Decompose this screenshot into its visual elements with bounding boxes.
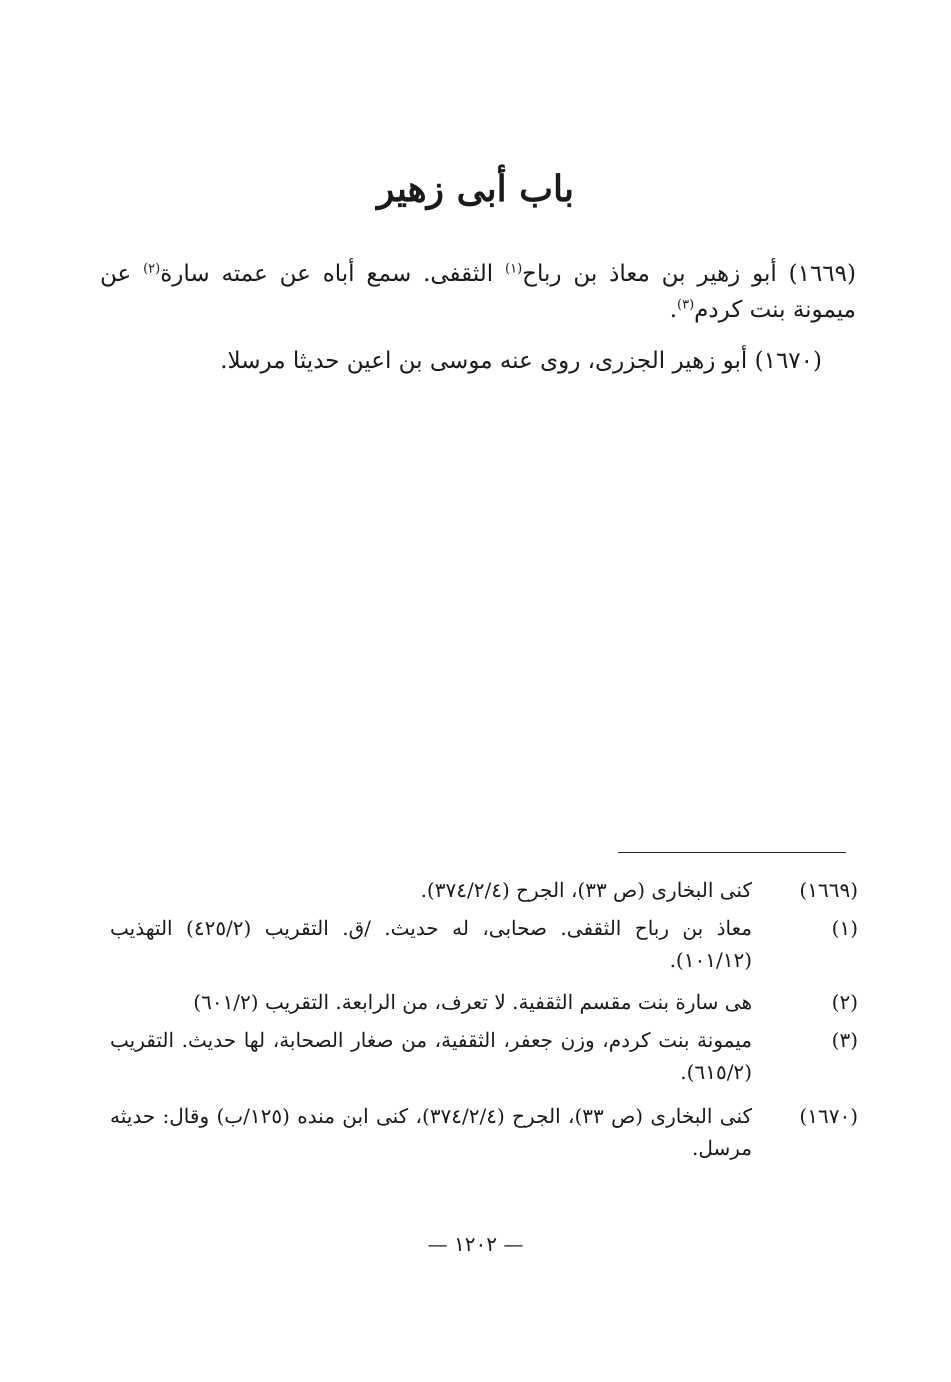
entry-text: .: [669, 297, 678, 323]
footnote-number: (٣): [831, 1028, 858, 1052]
footnote: [110, 1024, 858, 1088]
entry-1670: (١٦٧٠) أبو زهير الجزرى، روى عنه موسى بن اعين حديثا مرسلا.: [220, 348, 822, 374]
chapter-title: باب أبى زهير: [376, 168, 575, 210]
entry-text: الثقفى. سمع أباه عن عمته سارة: [160, 261, 506, 287]
footnote-number: (٢): [831, 990, 858, 1014]
footnote-ref: (٣): [677, 297, 695, 313]
entry-1669: [100, 256, 856, 328]
footnote: [110, 986, 858, 1018]
footnote-number: (١٦٧٠): [799, 1104, 858, 1128]
footnote-text: هى سارة بنت مقسم الثقفية. لا تعرف، من الرابعة. التقريب (٦٠١/٢): [193, 990, 752, 1014]
footnote-ref: (١): [505, 261, 523, 277]
page-number: — ١٢٠٢ —: [427, 1232, 524, 1256]
footnote-number: (١٦٦٩): [799, 878, 858, 902]
entry-text: عن ميمونة بنت كردم: [100, 261, 856, 323]
footnote-text: ميمونة بنت كردم، وزن جعفر، الثقفية، من صغار الصحابة، لها حديث. التقريب (٦١٥/٢).: [110, 1028, 752, 1084]
footnote-ref: (٢): [143, 261, 161, 277]
footnote-text: كنى البخارى (ص ٣٣)، الجرح (٣٧٤/٢/٤)، كنى ابن منده (١٢٥/ب) وقال: حديثه مرسل.: [110, 1104, 752, 1160]
footnote-text: معاذ بن رباح الثقفى. صحابى، له حديث. /ق. التقريب (٤٢٥/٢) التهذيب (١٠١/١٢).: [110, 916, 752, 972]
footnote: [110, 912, 858, 976]
footnote-text: كنى البخارى (ص ٣٣)، الجرح (٣٧٤/٢/٤).: [420, 878, 752, 902]
footnote-separator: [618, 852, 846, 853]
footnote: [110, 874, 858, 906]
entry-text: (١٦٦٩) أبو زهير بن معاذ بن رباح: [522, 261, 856, 287]
footnote: [110, 1100, 858, 1164]
footnote-number: (١): [831, 916, 858, 940]
